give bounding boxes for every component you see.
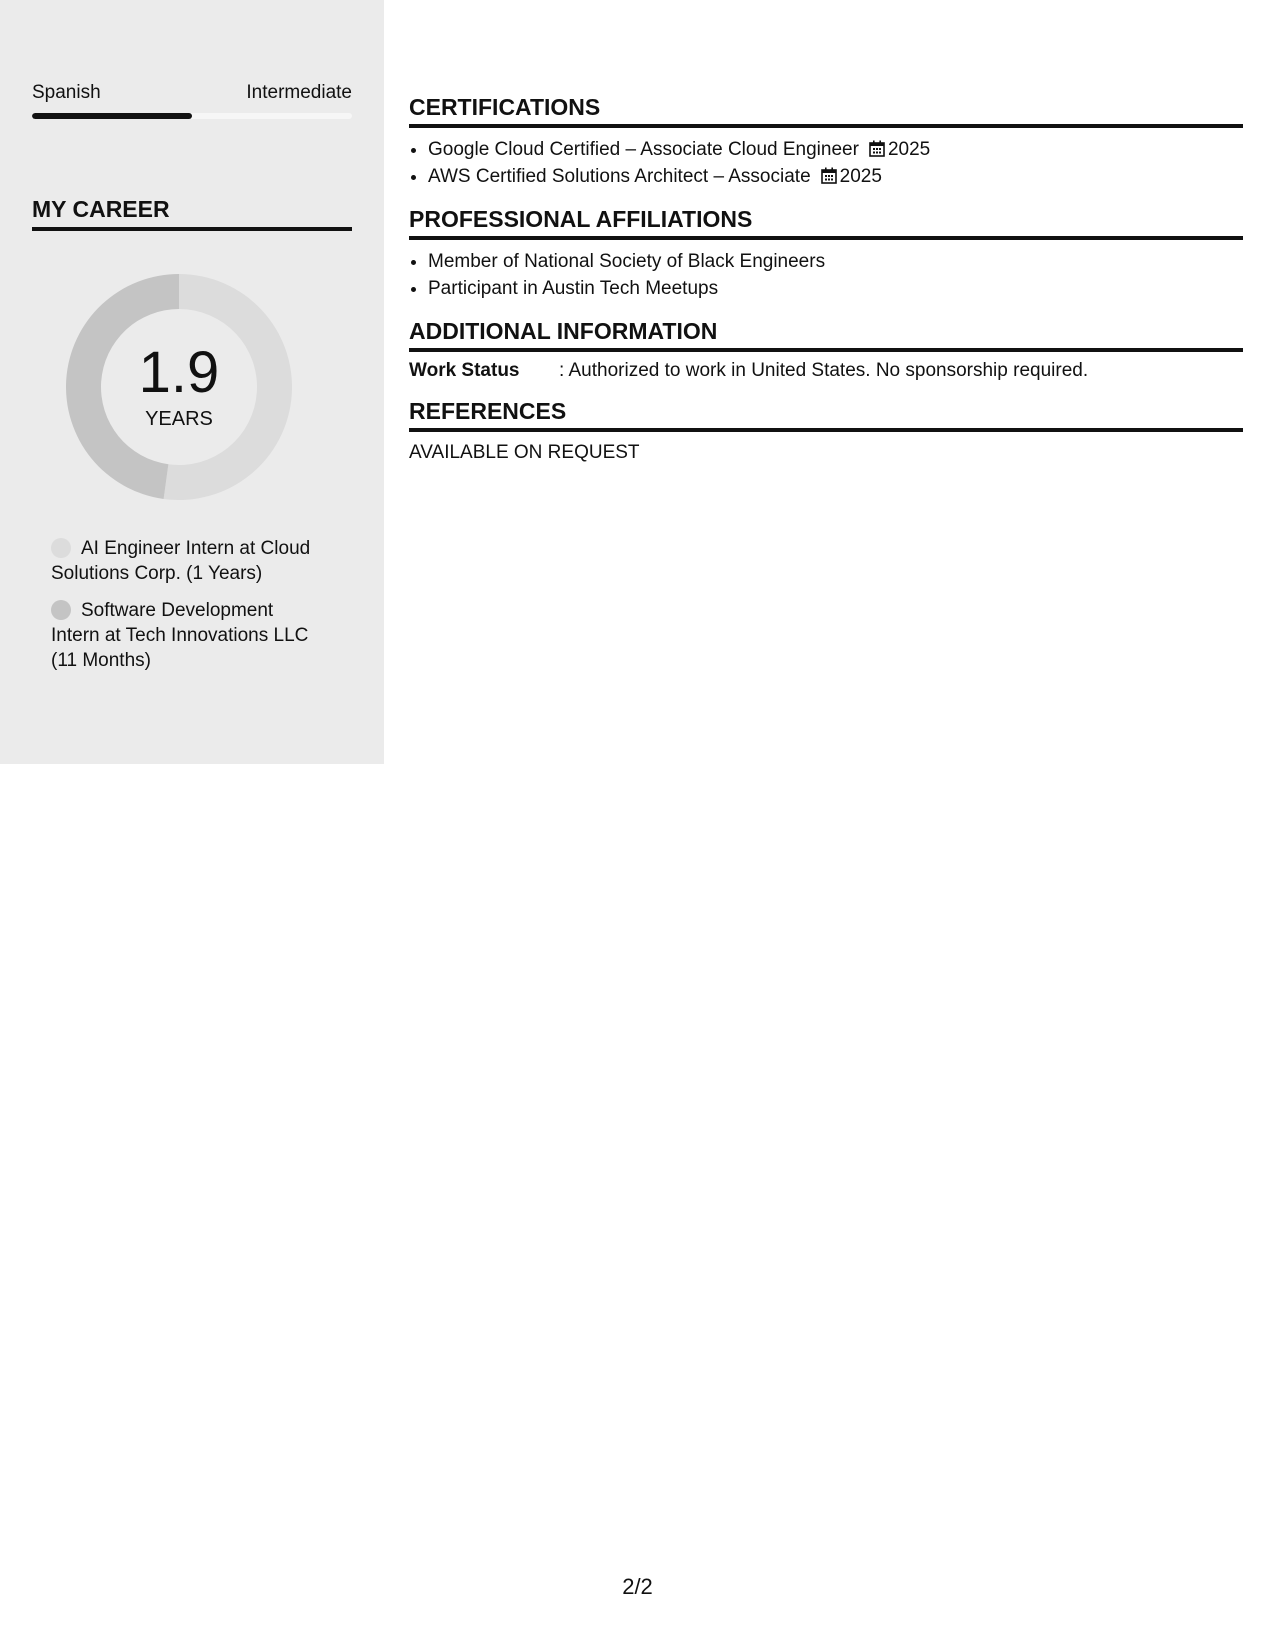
certification-year: 2025 xyxy=(839,166,882,187)
language-proficiency-fill xyxy=(32,113,192,119)
donut-center xyxy=(66,274,292,500)
career-legend-dot xyxy=(51,538,71,558)
work-status-value: : Authorized to work in United States. No sponsorship required. xyxy=(559,360,1089,381)
language-row xyxy=(32,82,352,104)
affiliations-list xyxy=(409,248,1243,302)
additional-info-section xyxy=(409,318,1243,382)
certifications-title: CERTIFICATIONS xyxy=(409,94,1243,128)
page-number: 2/2 xyxy=(622,1574,653,1599)
calendar-icon xyxy=(821,167,837,184)
certifications-section xyxy=(409,94,1243,190)
certifications-list xyxy=(409,136,1243,190)
language-name: Spanish xyxy=(32,82,101,103)
affiliation-item: • Participant in Austin Tech Meetups xyxy=(428,275,1243,302)
certification-item xyxy=(428,163,1243,190)
career-total-unit: YEARS xyxy=(145,407,213,430)
career-item xyxy=(51,536,321,586)
references-title: REFERENCES xyxy=(409,398,1243,432)
affiliations-title: PROFESSIONAL AFFILIATIONS xyxy=(409,206,1243,240)
affiliations-section xyxy=(409,206,1243,302)
language-level: Intermediate xyxy=(246,82,352,103)
career-item xyxy=(51,598,321,673)
certification-year: 2025 xyxy=(887,139,931,160)
career-list xyxy=(51,536,321,685)
calendar-icon xyxy=(869,140,885,157)
references-text: AVAILABLE ON REQUEST xyxy=(409,442,640,463)
affiliation-item: • Member of National Society of Black Engineers xyxy=(428,248,1243,275)
work-status-label: Work Status xyxy=(409,360,520,381)
main-content xyxy=(409,94,1243,480)
references-section xyxy=(409,398,1243,464)
work-status-row xyxy=(409,360,1243,382)
language-proficiency-bar xyxy=(32,113,352,119)
certification-name: AWS Certified Solutions Architect – Associate xyxy=(428,166,811,187)
career-heading: MY CAREER xyxy=(32,196,352,231)
sidebar xyxy=(0,0,384,764)
career-total-value: 1.9 xyxy=(138,339,220,405)
career-item-label: AI Engineer Intern at Cloud Solutions Corp. (1 Years) xyxy=(51,538,311,584)
additional-info-title: ADDITIONAL INFORMATION xyxy=(409,318,1243,352)
career-legend-dot xyxy=(51,600,71,620)
career-donut-chart xyxy=(66,274,292,500)
certification-name: Google Cloud Certified – Associate Cloud Engineer xyxy=(428,139,859,160)
certification-item xyxy=(428,136,1243,163)
career-item-label: Software Development Intern at Tech Innovations LLC (11 Months) xyxy=(51,600,309,671)
